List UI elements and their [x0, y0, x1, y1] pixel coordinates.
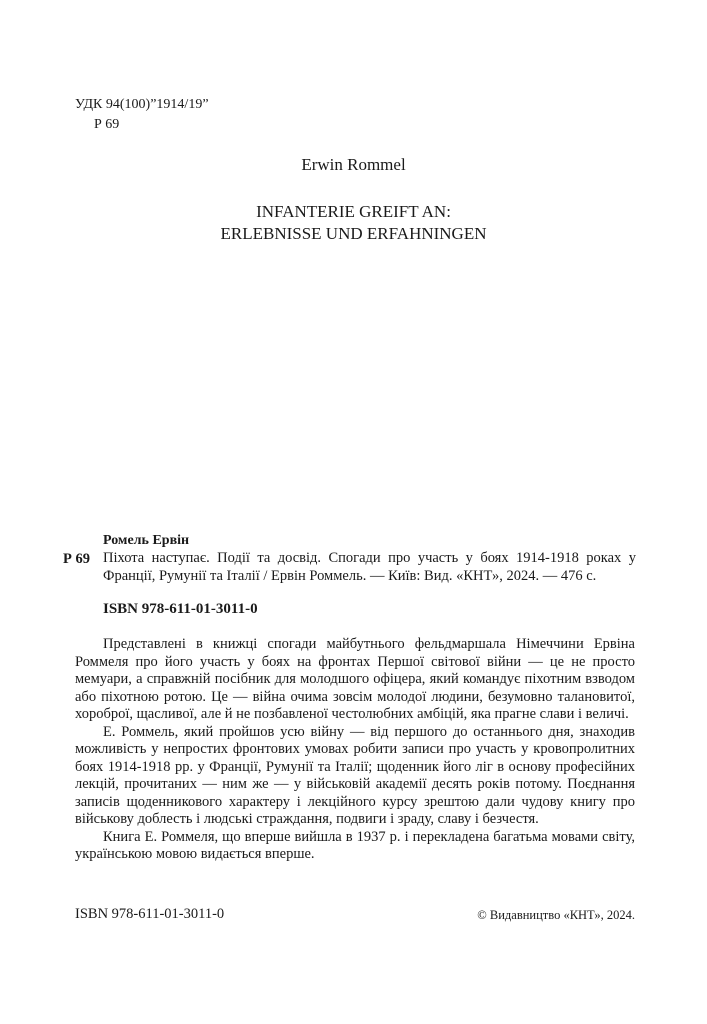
catalog-description: Піхота наступає. Події та досвід. Спогади про участь у боях 1914-1918 роках у Франції, Румунії та Італії / Ервін Роммель. — Київ: Вид. «КНТ», 2024. — 476 с. — [103, 550, 636, 584]
copyright-notice: © Видавництво «КНТ», 2024. — [477, 908, 635, 922]
catalog-author: Ромель Ервін — [103, 533, 190, 548]
catalog-code: Р 69 — [63, 551, 90, 567]
footer-isbn: ISBN 978-611-01-3011-0 — [75, 906, 225, 922]
original-author: Erwin Rommel — [301, 155, 406, 174]
original-title-line1: INFANTERIE GREIFT AN: — [256, 202, 451, 221]
original-title — [0, 201, 707, 245]
udk-code: УДК 94(100)”1914/19” — [75, 97, 209, 112]
catalog-isbn: ISBN 978-611-01-3011-0 — [103, 601, 258, 617]
annotation-paragraph-3: Книга Е. Роммеля, що вперше вийшла в 1937 р. і перекладена багатьма мовами світу, українською мовою видається вперше. — [75, 828, 635, 862]
annotation-paragraph-1: Представлені в книжці спогади майбутнього фельдмаршала Німеччини Ервіна Роммеля про його участь у боях на фронтах Першої світової війни — це не просто мемуари, а справжній посібник для молодшого офіцера, який командує піхотним взводом або піхотною ротою. Це — війна очима зовсім молодої людини, безумовно талановитої, хороброї, щасливої, але й не позбавленої честолюбних амбіцій, яка прагне слави і величі. — [75, 636, 635, 722]
annotation — [75, 636, 635, 864]
annotation-paragraph-2: Е. Роммель, який пройшов усю війну — від першого до останнього дня, знаходив можливість у непростих фронтових умовах робити записи про участь у кровопролитних боях 1914-1918 рр. у Франції, Румунії та Італії; щоденник його ліг в основу професійних лекцій, прочитаних — ним же — у військовій академії десять років потому. Поєднання записів щоденникового характеру і лекційного курсу зрештою дали чудову книгу про військову доблесть і людські страждання, подвиги і зраду, славу і безчестя. — [75, 723, 635, 827]
original-title-line2: ERLEBNISSE UND ERFAHNINGEN — [220, 224, 487, 243]
author-mark: Р 69 — [94, 117, 120, 132]
udk-block — [75, 95, 209, 135]
